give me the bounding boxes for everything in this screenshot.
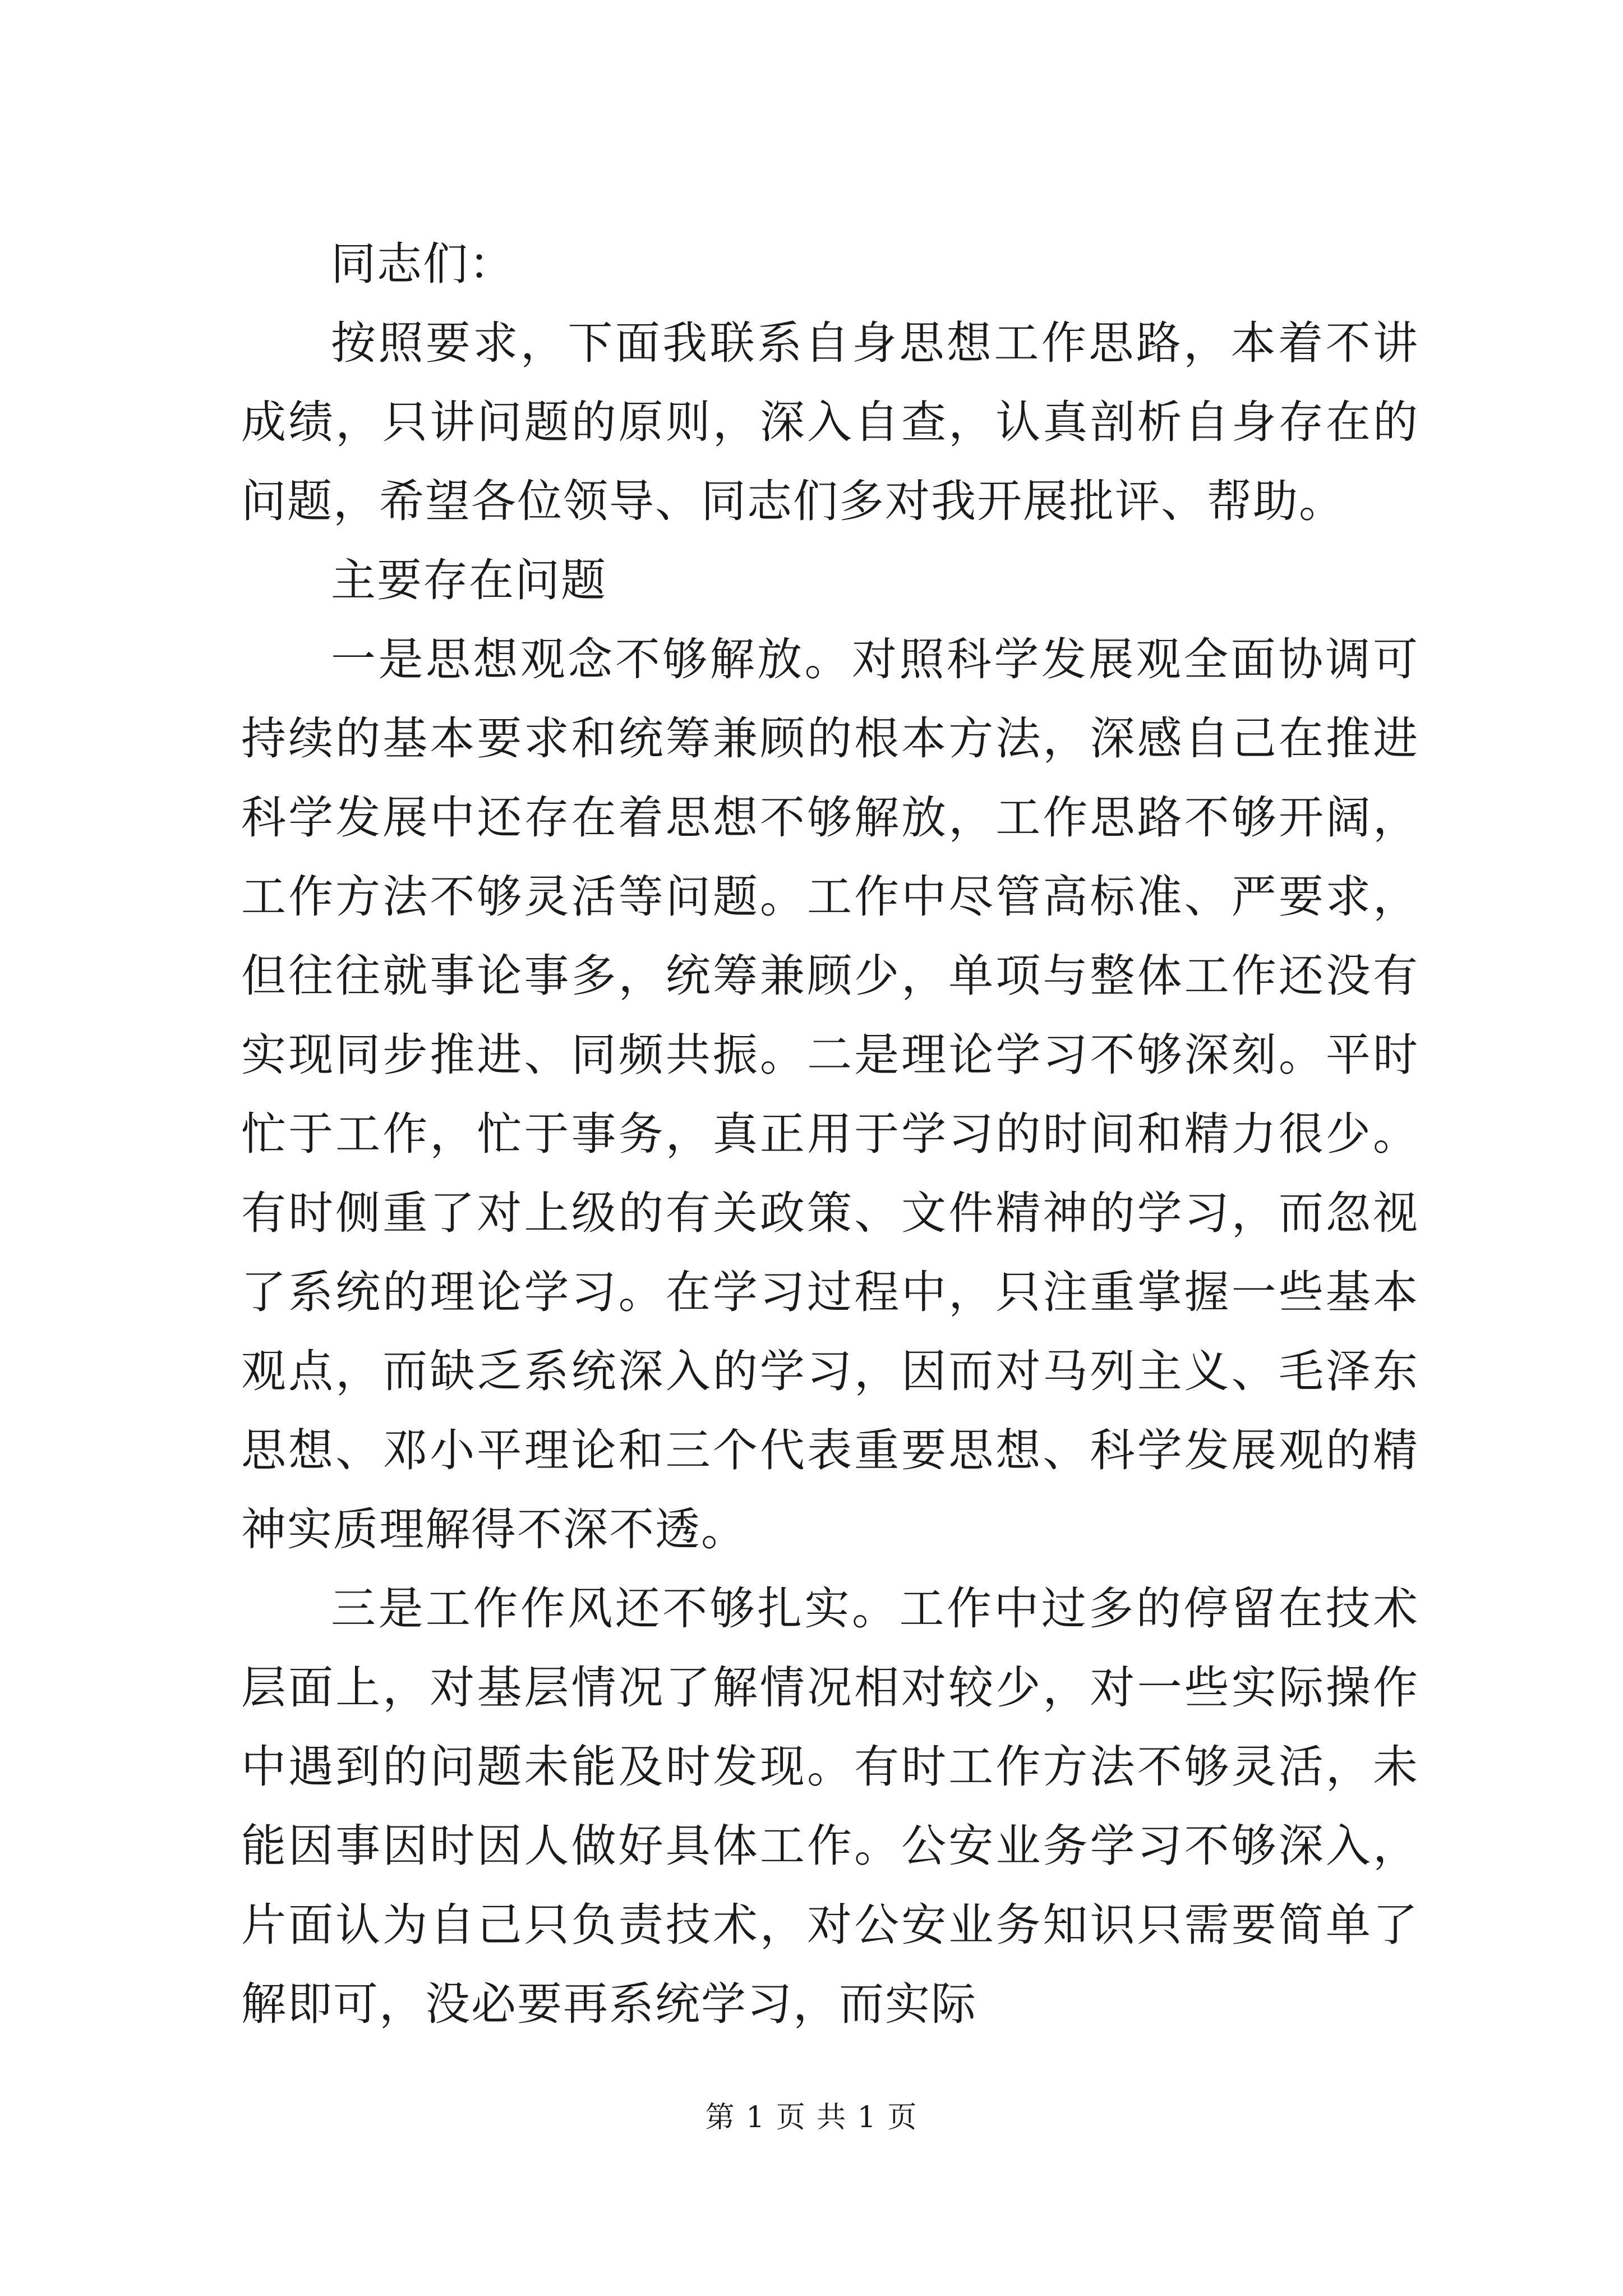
greeting-paragraph: 同志们： <box>331 238 515 290</box>
problem-paragraph-1: 一是思想观念不够解放。对照科学发展观全面协调可持续的基本要求和统筹兼顾的根本方法，深感自己在推进科学发展中还存在着思想不够解放，工作思路不够开阔，工作方法不够灵活等问题。工作中尽管高标准、严要求，但往往就事论事多，统筹兼顾少，单项与整体工作还没有实现同步推进、同频共振。二是理论学习不够深刻。平时忙于工作，忙于事务，真正用于学习的时间和精力很少。有时侧重了对上级的有关政策、文件精神的学习，而忽视了系统的理论学习。在学习过程中，只注重掌握一些基本观点，而缺乏系统深入的学习，因而对马列主义、毛泽东思想、邓小平理论和三个代表重要思想、科学发展观的精神实质理解得不深不透。 <box>241 633 1419 1556</box>
section-heading: 主要存在问题 <box>331 554 607 606</box>
intro-paragraph: 按照要求，下面我联系自身思想工作思路，本着不讲成绩，只讲问题的原则，深入自查，认真剖析自身存在的问题，希望各位领导、同志们多对我开展批评、帮助。 <box>241 317 1419 527</box>
document-body <box>241 224 1419 2044</box>
problem-paragraph-3: 三是工作作风还不够扎实。工作中过多的停留在技术层面上，对基层情况了解情况相对较少，对一些实际操作中遇到的问题未能及时发现。有时工作方法不够灵活，未能因事因时因人做好具体工作。公安业务学习不够深入，片面认为自己只负责技术，对公安业务知识只需要简单了解即可，没必要再系统学习，而实际 <box>241 1582 1419 2030</box>
page-footer: 第 1 页 共 1 页 <box>705 2101 918 2134</box>
